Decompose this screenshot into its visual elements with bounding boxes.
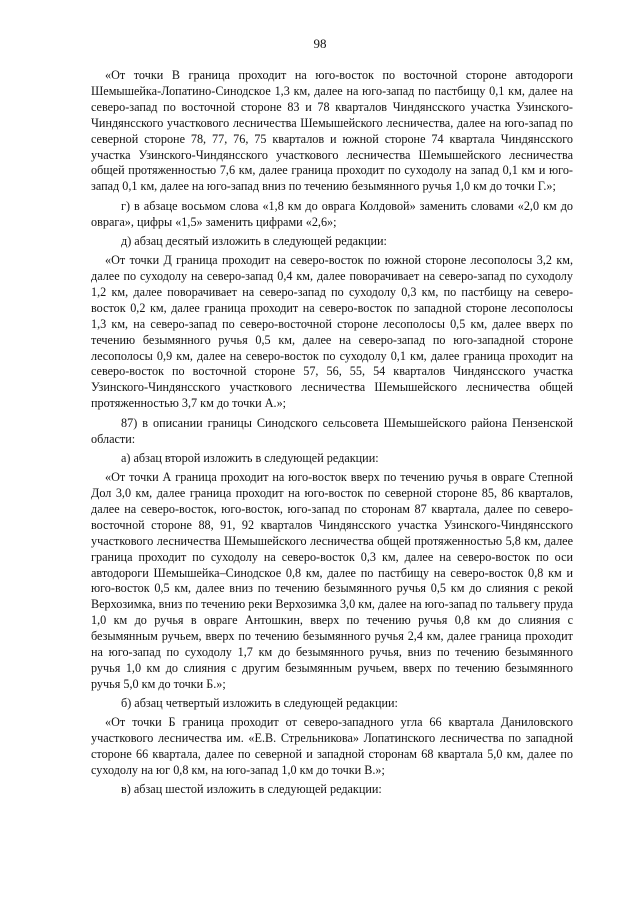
paragraph-item-g: г) в абзаце восьмом слова «1,8 км до оврага Колдовой» заменить словами «2,0 км до оврага», цифры «1,5» заменить цифрами «2,6»;: [91, 198, 573, 229]
page-number: 98: [313, 36, 327, 51]
paragraph-item-b: б) абзац четвертый изложить в следующей редакции:: [121, 696, 398, 711]
document-body: [91, 68, 573, 802]
paragraph-point-b-description: «От точки Б граница проходит от северо-западного угла 66 квартала Даниловского участкового лесничества им. «Е.В. Стрельникова» Лопатинского лесничества по западной стороне 66 квартала, далее по северной и западной сторонам 68 квартала 5,0 км, далее по суходолу на юг 0,8 км, на юго-запад 1,0 км до точки В.»;: [91, 715, 573, 778]
paragraph-point-v-description: «От точки В граница проходит на юго-восток по восточной стороне автодороги Шемышейка-Лопатино-Синодское 1,3 км, далее на юго-запад по пастбищу 0,1 км, далее на северо-запад по восточной стороне 83 и 78 кварталов Чиндянсского участка Узинского-Чиндянсского участкового лесничества Шемышейского лесничества, далее на юго-запад по северной стороне 78, 77, 76, 75 кварталов и южной стороне 74 квартала Чиндянсского участка Узинского-Чиндянсского участкового лесничества Шемышейского лесничества общей протяженностью 7,6 км, далее граница проходит по суходолу на запад 0,1 км и юго-запад 0,1 км, далее на юго-запад вниз по течению безымянного ручья 1,0 км до точки Г.»;: [91, 68, 573, 194]
paragraph-section-87: 87) в описании границы Синодского сельсовета Шемышейского района Пензенской области:: [91, 415, 573, 446]
paragraph-item-v: в) абзац шестой изложить в следующей редакции:: [121, 782, 382, 797]
paragraph-item-d: д) абзац десятый изложить в следующей редакции:: [121, 233, 387, 248]
paragraph-point-d-description: «От точки Д граница проходит на северо-восток по южной стороне лесополосы 3,2 км, далее по суходолу на северо-запад 0,4 км, далее поворачивает на северо-запад по суходолу 1,2 км, далее поворачивает на северо-запад по суходолу 0,3 км, по пастбищу на северо-восток 0,2 км, далее граница проходит на северо-восток по западной стороне лесополосы 1,3 км, на северо-запад по северо-восточной стороне лесополосы 0,5 км, далее вверх по течению безымянного ручья 0,5 км, далее на северо-запад по юго-западной стороне лесополосы 0,9 км, далее на северо-восток по суходолу 0,1 км, далее граница проходит на северо-восток по восточной стороне 57, 56, 55, 54 кварталов Чиндянсского участка Узинского-Чиндянсского участкового лесничества Шемышейского лесничества общей протяженностью 3,7 км до точки А.»;: [91, 253, 573, 411]
paragraph-point-a-description: «От точки А граница проходит на юго-восток вверх по течению ручья в овраге Степной Дол 3,0 км, далее граница проходит на юго-восток по северной стороне 85, 86 кварталов, далее на северо-восток, юго-восток, юго-запад по сторонам 87 квартала, далее по северо-восточной стороне 88, 91, 92 кварталов Чиндянсского участка Узинского-Чиндянсского участкового лесничества Шемышейского лесничества общей протяженностью 5,8 км, далее граница проходит по суходолу на северо-восток 0,3 км, далее на северо-восток по оси автодороги Шемышейка–Синодское 0,8 км, далее по пастбищу на северо-восток 0,8 км и юго-восток 0,5 км, далее вниз по течению безымянного ручья 0,5 км до слияния с рекой Верхозимка, вниз по течению реки Верхозимка 3,0 км, далее на юго-запад по тальвегу пруда 1,0 км до ручья в овраге Антошкин, вверх по течению ручья 0,8 км до слияния с безымянным ручьем, вверх по течению безымянного ручья 2,4 км, далее граница проходит на юго-запад по суходолу 1,7 км до безымянного ручья, вниз по течению безымянного ручья 1,0 км до слияния с другим безымянным ручьем, вверх по течению безымянного ручья 5,0 км до точки Б.»;: [91, 470, 573, 691]
paragraph-item-a: а) абзац второй изложить в следующей редакции:: [121, 450, 379, 465]
